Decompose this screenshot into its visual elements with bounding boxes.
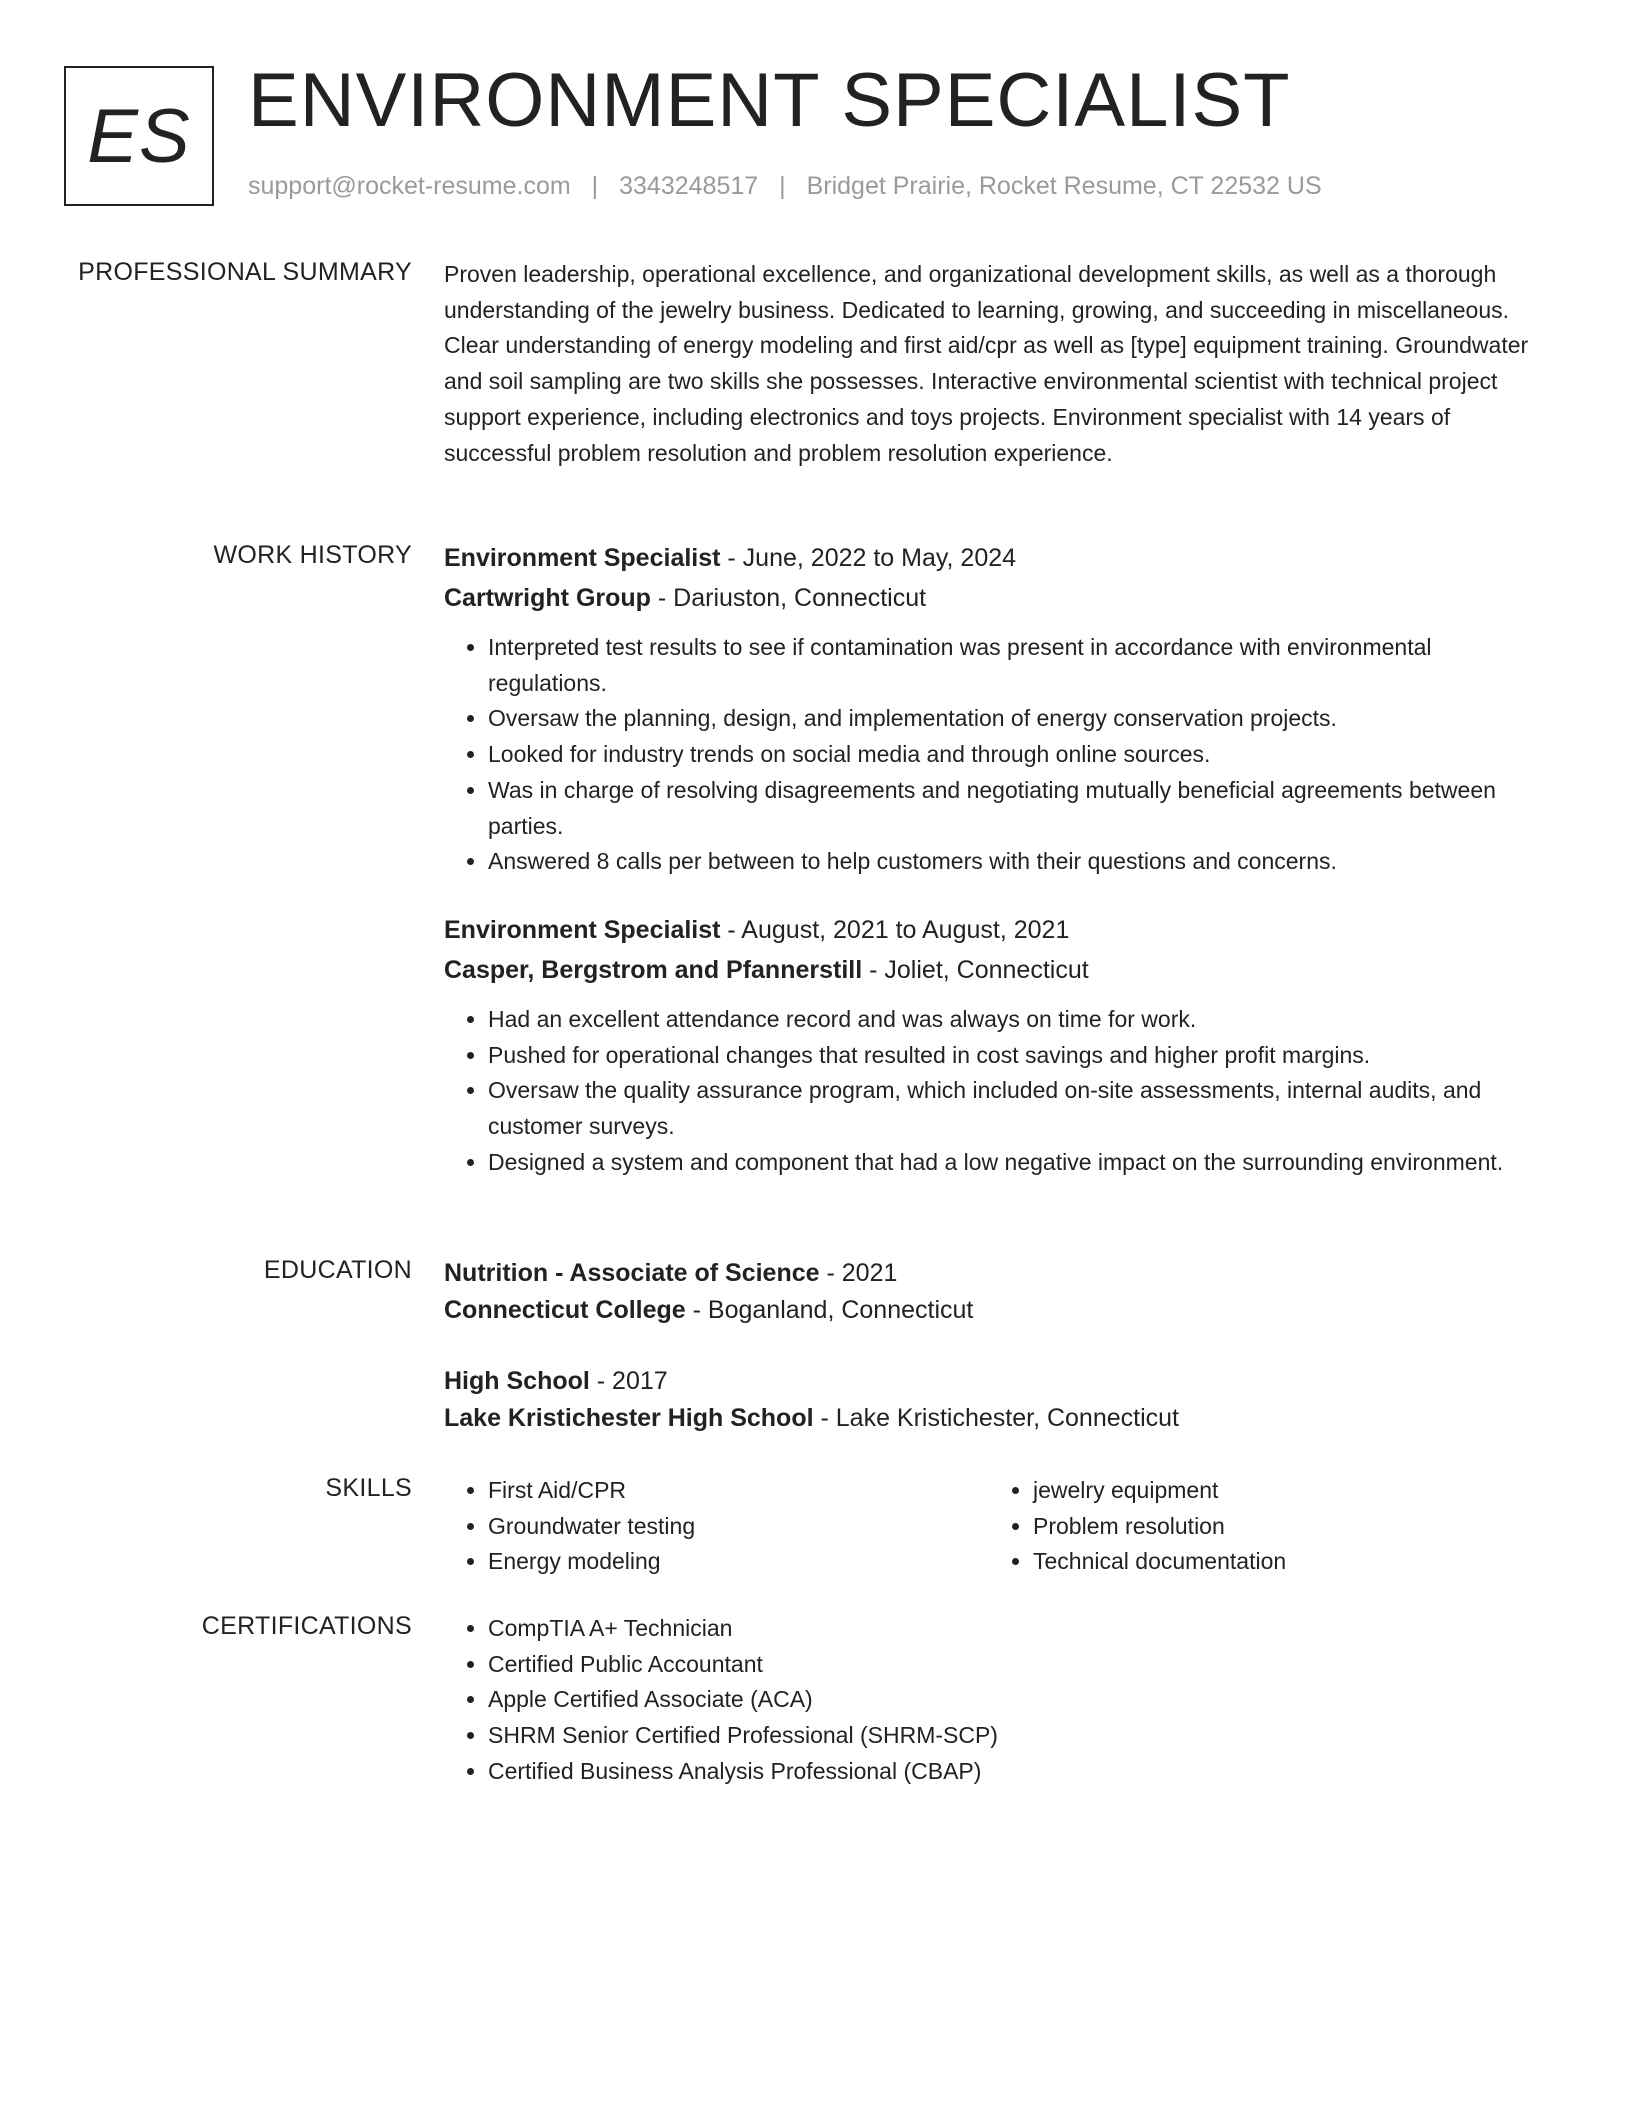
skills-list xyxy=(989,1473,1534,1580)
job-entry xyxy=(444,538,1554,880)
job-title-line xyxy=(444,910,1554,950)
education-school-line xyxy=(444,1292,1554,1329)
education-location: - Lake Kristichester, Connecticut xyxy=(813,1404,1179,1432)
job-location: - Dariuston, Connecticut xyxy=(650,584,927,612)
job-bullet: • Oversaw the quality assurance program, which included on-site assessments, internal audits, and customer surveys. xyxy=(488,1073,1554,1144)
certifications-body xyxy=(444,1611,1554,1790)
education-body xyxy=(444,1255,1554,1437)
job-company-line xyxy=(444,950,1554,990)
job-bullet: • Had an excellent attendance record and was always on time for work. xyxy=(488,1002,1554,1038)
job-bullets xyxy=(444,1002,1554,1181)
job-entry xyxy=(444,910,1554,1181)
job-dates: - August, 2021 to August, 2021 xyxy=(720,915,1070,944)
certification-item: • SHRM Senior Certified Professional (SHRM-SCP) xyxy=(488,1718,1554,1754)
job-bullet: • Pushed for operational changes that resulted in cost savings and higher profit margins. xyxy=(488,1038,1554,1074)
skill-item: • Technical documentation xyxy=(1033,1544,1534,1580)
certification-item: • CompTIA A+ Technician xyxy=(488,1611,1554,1647)
section-label-summary: PROFESSIONAL SUMMARY xyxy=(78,258,412,286)
section-label-education: EDUCATION xyxy=(263,1256,412,1284)
job-bullet: • Was in charge of resolving disagreements and negotiating mutually beneficial agreements between parties. xyxy=(488,773,1554,844)
work-history-body xyxy=(444,538,1554,1180)
summary-text: Proven leadership, operational excellence, and organizational development skills, as well as a thorough understanding of the jewelry business. Dedicated to learning, growing, and succeeding in miscellaneous. Clear understanding of energy modeling and first aid/cpr as well as [type] equipment training. Groundwater and soil sampling are two skills she possesses. Interactive environmental scientist with technical project support experience, including electronics and toys projects. Environment specialist with 14 years of successful problem resolution and problem resolution experience. xyxy=(444,261,1529,466)
skill-item: • First Aid/CPR xyxy=(488,1473,989,1509)
job-bullet: • Looked for industry trends on social media and through online sources. xyxy=(488,737,1554,773)
skills-body xyxy=(444,1473,1554,1580)
skills-column-left xyxy=(444,1473,989,1580)
contact-line xyxy=(248,172,1322,201)
contact-email[interactable]: support@rocket-resume.com xyxy=(248,172,571,200)
certification-item: • Apple Certified Associate (ACA) xyxy=(488,1682,1554,1718)
education-entry xyxy=(444,1363,1554,1437)
job-company-line xyxy=(444,578,1554,618)
job-bullet: • Answered 8 calls per between to help customers with their questions and concerns. xyxy=(488,844,1554,880)
education-year: - 2021 xyxy=(819,1259,898,1287)
education-school-line xyxy=(444,1400,1554,1437)
job-title: Environment Specialist xyxy=(444,915,721,944)
education-year: - 2017 xyxy=(589,1367,668,1395)
skills-list xyxy=(444,1473,989,1580)
job-title: Environment Specialist xyxy=(444,544,721,572)
job-location: - Joliet, Connecticut xyxy=(862,955,1089,984)
section-label-certifications: CERTIFICATIONS xyxy=(201,1612,412,1640)
certification-item: • Certified Business Analysis Professional (CBAP) xyxy=(488,1754,1554,1790)
job-title-line xyxy=(444,538,1554,578)
skill-item: • Energy modeling xyxy=(488,1544,989,1580)
contact-separator: | xyxy=(591,172,599,200)
certification-item: • Certified Public Accountant xyxy=(488,1647,1554,1683)
job-dates: - June, 2022 to May, 2024 xyxy=(720,544,1017,572)
contact-phone[interactable]: 3343248517 xyxy=(619,172,759,200)
summary-body xyxy=(444,257,1554,471)
certifications-list xyxy=(444,1611,1554,1790)
skill-item: • Groundwater testing xyxy=(488,1509,989,1545)
job-company: Casper, Bergstrom and Pfannerstill xyxy=(444,955,863,984)
education-degree-line xyxy=(444,1255,1554,1292)
job-bullets xyxy=(444,630,1554,880)
education-school: Connecticut College xyxy=(444,1296,686,1324)
job-company: Cartwright Group xyxy=(444,584,651,612)
section-label-skills: SKILLS xyxy=(325,1474,412,1502)
education-location: - Boganland, Connecticut xyxy=(685,1296,974,1324)
education-degree: High School xyxy=(444,1367,590,1395)
skill-item: • jewelry equipment xyxy=(1033,1473,1534,1509)
job-bullet: • Designed a system and component that had a low negative impact on the surrounding environment. xyxy=(488,1145,1554,1181)
job-bullet: • Interpreted test results to see if contamination was present in accordance with environmental regulations. xyxy=(488,630,1554,701)
contact-address: Bridget Prairie, Rocket Resume, CT 22532 US xyxy=(806,172,1322,200)
monogram-box xyxy=(64,66,214,206)
education-school: Lake Kristichester High School xyxy=(444,1404,814,1432)
job-bullet: • Oversaw the planning, design, and implementation of energy conservation projects. xyxy=(488,701,1554,737)
education-entry xyxy=(444,1255,1554,1329)
resume-name: ENVIRONMENT SPECIALIST xyxy=(248,58,1291,143)
education-degree-line xyxy=(444,1363,1554,1400)
monogram-initials: ES xyxy=(87,93,191,179)
section-label-work-history: WORK HISTORY xyxy=(213,541,412,569)
education-degree: Nutrition - Associate of Science xyxy=(444,1259,820,1287)
skill-item: • Problem resolution xyxy=(1033,1509,1534,1545)
contact-separator: | xyxy=(779,172,786,200)
skills-column-right xyxy=(989,1473,1534,1580)
